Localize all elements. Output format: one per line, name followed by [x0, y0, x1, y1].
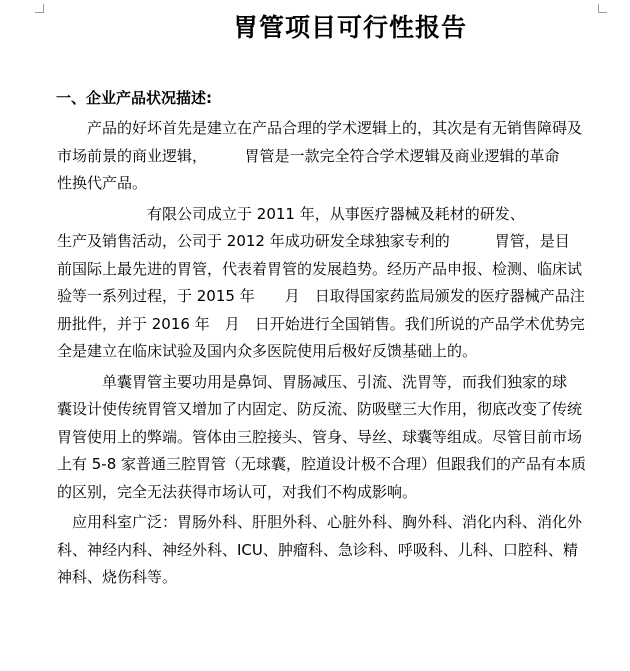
text-line: 有限公司成立于 2011 年，从事医疗器械及耗材的研发、 — [57, 204, 525, 223]
paragraph-intro — [57, 115, 613, 198]
page-corner-mark-right — [598, 4, 607, 13]
paragraph-company — [57, 201, 613, 366]
paragraph-departments — [57, 509, 613, 592]
text-line: 神科、烧伤科等。 — [57, 568, 178, 586]
title-redacted-area — [153, 17, 233, 42]
page-corner-mark-left — [35, 4, 44, 13]
text-line: 册批件，并于 2016 年 月 日开始进行全国销售。我们所说的产品学术优势完 — [57, 314, 585, 333]
text-line: 产品的好坏首先是建立在产品合理的学术逻辑上的，其次是有无销售障碍及 — [57, 119, 583, 137]
title-text: 胃管项目可行性报告 — [232, 13, 467, 42]
text-line: 市场前景的商业逻辑， 胃管是一款完全符合学术逻辑及商业逻辑的革命 — [57, 146, 560, 165]
section-heading: 一、企业产品状况描述: — [56, 89, 212, 107]
text-line: 性换代产品。 — [57, 174, 148, 192]
paragraph-function — [57, 369, 613, 507]
text-line: 单囊胃管主要功用是鼻饲、胃肠减压、引流、洗胃等，而我们独家的球 — [57, 372, 568, 391]
document-body — [57, 115, 613, 595]
text-line: 全是建立在临床试验及国内众多医院使用后极好反馈基础上的。 — [57, 342, 478, 360]
text-line: 上有 5-8 家普通三腔胃管（无球囊，腔道设计极不合理）但跟我们的产品有本质 — [57, 455, 587, 473]
text-line: 验等一系列过程，于 2015 年 月 日取得国家药监局颁发的医疗器械产品注 — [57, 287, 585, 305]
text-line: 科、神经内科、神经外科、ICU、肿瘤科、急诊科、呼吸科、儿科、口腔科、精 — [57, 540, 578, 559]
document-title — [50, 11, 570, 45]
text-line: 胃管使用上的弊端。管体由三腔接头、管身、导丝、球囊等组成。尽管目前市场 — [57, 427, 583, 446]
text-line: 囊设计使传统胃管又增加了内固定、防反流、防吸壁三大作用，彻底改变了传统 — [57, 400, 583, 418]
text-line: 前国际上最先进的胃管，代表着胃管的发展趋势。经历产品申报、检测、临床试 — [57, 259, 583, 278]
text-line: 应用科室广泛：胃肠外科、肝胆外科、心脏外科、胸外科、消化内科、消化外 — [57, 513, 583, 531]
text-line: 生产及销售活动，公司于 2012 年成功研发全球独家专利的 胃管，是目 — [57, 232, 570, 250]
text-line: 的区别，完全无法获得市场认可，对我们不构成影响。 — [57, 482, 418, 501]
